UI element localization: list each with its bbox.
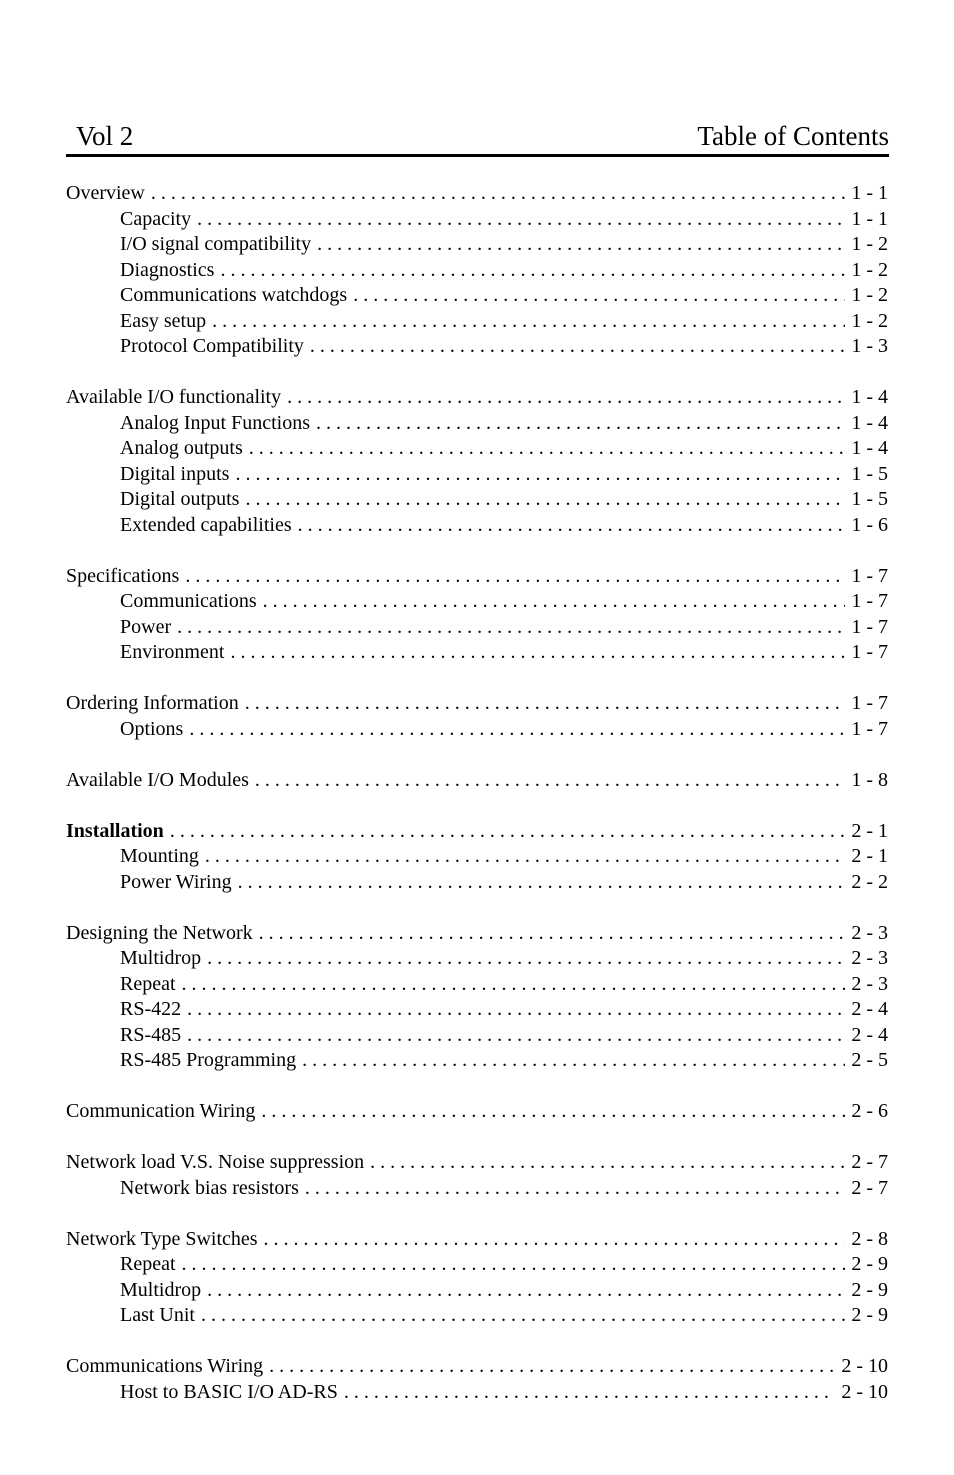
dot-leader: [245, 487, 845, 513]
dot-leader: [185, 564, 845, 590]
page-header: [66, 118, 889, 157]
toc-subentry[interactable]: [66, 1380, 888, 1406]
table-of-contents: [66, 181, 888, 1431]
dot-leader: [245, 691, 846, 717]
toc-entry-title: Digital outputs: [120, 488, 240, 510]
dot-leader: [263, 589, 846, 615]
toc-page-number: 2 - 1: [851, 845, 888, 867]
toc-subentry[interactable]: [66, 309, 888, 335]
dot-leader: [182, 1252, 846, 1278]
toc-subentry[interactable]: [66, 436, 888, 462]
toc-entry-title: Multidrop: [120, 1278, 202, 1301]
toc-entry-title: Installation: [66, 819, 164, 842]
toc-entry[interactable]: [66, 691, 888, 717]
toc-entry-title: Communication Wiring: [66, 1100, 256, 1122]
toc-page-number: 1 - 2: [851, 309, 888, 332]
toc-section: [66, 921, 888, 1074]
toc-entry-title: Easy setup: [120, 309, 207, 332]
toc-section: [66, 385, 888, 538]
toc-entry-title: Available I/O functionality: [66, 386, 282, 408]
toc-entry-title: Communications: [120, 590, 257, 612]
toc-section: [66, 691, 888, 742]
toc-page-number: 1 - 7: [851, 641, 888, 663]
toc-section: [66, 819, 888, 896]
toc-subentry[interactable]: [66, 1048, 888, 1074]
toc-page-number: 2 - 7: [851, 1176, 888, 1199]
toc-subentry[interactable]: [66, 462, 888, 488]
toc-subentry[interactable]: [66, 1176, 888, 1202]
toc-subentry[interactable]: [66, 844, 888, 870]
toc-entry-title: Ordering Information: [66, 692, 239, 714]
toc-section: [66, 1354, 888, 1405]
toc-entry-title: Diagnostics: [120, 258, 215, 281]
dot-leader: [302, 1048, 845, 1074]
toc-page-number: 2 - 9: [851, 1304, 888, 1326]
dot-leader: [305, 1176, 845, 1202]
toc-entry-title: Network bias resistors: [120, 1176, 299, 1199]
dot-leader: [151, 181, 845, 207]
dot-leader: [189, 717, 845, 743]
toc-page-number: 1 - 7: [851, 717, 888, 740]
toc-entry[interactable]: [66, 921, 888, 947]
dot-leader: [261, 1099, 845, 1125]
dot-leader: [287, 385, 845, 411]
toc-subentry[interactable]: [66, 1303, 888, 1329]
toc-entry-title: Communications watchdogs: [120, 284, 348, 306]
toc-page-number: 2 - 8: [851, 1227, 888, 1250]
toc-entry[interactable]: [66, 385, 888, 411]
toc-entry[interactable]: [66, 181, 888, 207]
toc-page-number: 1 - 5: [851, 488, 888, 510]
dot-leader: [207, 1278, 845, 1304]
toc-page-number: 2 - 4: [851, 1023, 888, 1046]
toc-entry-title: Protocol Compatibility: [120, 335, 304, 357]
toc-entry-title: Power Wiring: [120, 870, 232, 893]
toc-subentry[interactable]: [66, 334, 888, 360]
toc-entry[interactable]: [66, 564, 888, 590]
toc-entry-title: RS-485: [120, 1023, 182, 1046]
toc-section: [66, 1227, 888, 1329]
dot-leader: [269, 1354, 835, 1380]
toc-page-number: 1 - 2: [851, 233, 888, 255]
dot-leader: [230, 640, 845, 666]
toc-page-number: 1 - 5: [851, 462, 888, 485]
toc-entry-title: Power: [120, 615, 172, 638]
toc-page-number: 2 - 3: [851, 972, 888, 995]
toc-page-number: 1 - 7: [851, 615, 888, 638]
toc-subentry[interactable]: [66, 1252, 888, 1278]
dot-leader: [197, 207, 845, 233]
toc-subentry[interactable]: [66, 972, 888, 998]
toc-section: [66, 768, 888, 794]
toc-entry-title: Analog Input Functions: [120, 411, 310, 434]
toc-subentry[interactable]: [66, 232, 888, 258]
toc-entry-title: Overview: [66, 182, 145, 204]
toc-page-number: 1 - 3: [851, 335, 888, 357]
toc-entry-title: Network load V.S. Noise suppression: [66, 1151, 365, 1173]
toc-subentry[interactable]: [66, 870, 888, 896]
toc-entry-title: Analog outputs: [120, 437, 243, 459]
toc-page-number: 1 - 6: [851, 513, 888, 536]
toc-subentry[interactable]: [66, 283, 888, 309]
toc-subentry[interactable]: [66, 1278, 888, 1304]
toc-subentry[interactable]: [66, 946, 888, 972]
toc-entry-title: Multidrop: [120, 947, 202, 969]
toc-entry-title: Available I/O Modules: [66, 768, 249, 791]
page-title: Table of Contents: [697, 121, 889, 151]
toc-entry-title: Host to BASIC I/O AD-RS: [120, 1380, 338, 1403]
dot-leader: [317, 232, 845, 258]
toc-page-number: 2 - 5: [851, 1049, 888, 1071]
toc-entry[interactable]: [66, 1354, 888, 1380]
dot-leader: [212, 309, 845, 335]
toc-page-number: 1 - 1: [851, 182, 888, 204]
toc-entry-title: Options: [120, 717, 184, 740]
toc-page-number: 1 - 7: [851, 692, 888, 714]
dot-leader: [187, 1023, 845, 1049]
toc-page-number: 1 - 8: [851, 768, 888, 791]
toc-entry-title: Communications Wiring: [66, 1355, 264, 1377]
toc-page-number: 1 - 1: [851, 207, 888, 230]
dot-leader: [187, 997, 845, 1023]
dot-leader: [259, 921, 846, 947]
toc-section: [66, 1150, 888, 1201]
toc-page-number: 1 - 4: [851, 437, 888, 459]
toc-page-number: 2 - 3: [851, 921, 888, 944]
toc-subentry[interactable]: [66, 615, 888, 641]
toc-page-number: 2 - 9: [851, 1253, 888, 1275]
toc-page-number: 2 - 9: [851, 1278, 888, 1301]
toc-entry-title: Mounting: [120, 845, 199, 867]
toc-page-number: 1 - 4: [851, 411, 888, 434]
dot-leader: [370, 1150, 845, 1176]
toc-subentry[interactable]: [66, 997, 888, 1023]
toc-entry-title: Environment: [120, 641, 225, 663]
toc-subentry[interactable]: [66, 487, 888, 513]
toc-entry-title: I/O signal compatibility: [120, 233, 312, 255]
toc-page-number: 2 - 6: [851, 1100, 888, 1122]
toc-entry[interactable]: [66, 819, 888, 845]
toc-page-number: 2 - 10: [841, 1380, 888, 1403]
toc-page-number: 2 - 7: [851, 1151, 888, 1173]
dot-leader: [255, 768, 845, 794]
toc-entry[interactable]: [66, 1227, 888, 1253]
dot-leader: [177, 615, 845, 641]
toc-entry-title: Digital inputs: [120, 462, 230, 485]
toc-subentry[interactable]: [66, 411, 888, 437]
toc-page-number: 1 - 7: [851, 564, 888, 587]
volume-label: Vol 2: [76, 121, 134, 151]
dot-leader: [310, 334, 845, 360]
dot-leader: [220, 258, 845, 284]
toc-entry-title: Designing the Network: [66, 921, 253, 944]
dot-leader: [353, 283, 845, 309]
toc-subentry[interactable]: [66, 1023, 888, 1049]
toc-subentry[interactable]: [66, 717, 888, 743]
toc-subentry[interactable]: [66, 207, 888, 233]
toc-entry[interactable]: [66, 1150, 888, 1176]
dot-leader: [249, 436, 846, 462]
toc-page-number: 2 - 1: [851, 819, 888, 842]
toc-section: [66, 181, 888, 360]
dot-leader: [264, 1227, 846, 1253]
toc-page-number: 2 - 4: [851, 998, 888, 1020]
dot-leader: [344, 1380, 836, 1406]
toc-entry[interactable]: [66, 1099, 888, 1125]
toc-page-number: 2 - 10: [841, 1355, 888, 1377]
dot-leader: [316, 411, 845, 437]
toc-subentry[interactable]: [66, 513, 888, 539]
toc-entry-title: Repeat: [120, 1253, 176, 1275]
toc-entry-title: Network Type Switches: [66, 1227, 258, 1250]
toc-subentry[interactable]: [66, 258, 888, 284]
toc-entry-title: Last Unit: [120, 1304, 195, 1326]
toc-entry-title: Repeat: [120, 972, 176, 995]
dot-leader: [207, 946, 845, 972]
toc-page-number: 1 - 2: [851, 284, 888, 306]
toc-subentry[interactable]: [66, 640, 888, 666]
dot-leader: [298, 513, 846, 539]
toc-page-number: 2 - 3: [851, 947, 888, 969]
toc-section: [66, 564, 888, 666]
dot-leader: [205, 844, 845, 870]
toc-entry-title: Capacity: [120, 207, 192, 230]
toc-page-number: 1 - 7: [851, 590, 888, 612]
toc-entry-title: Extended capabilities: [120, 513, 292, 536]
dot-leader: [235, 462, 845, 488]
toc-entry-title: Specifications: [66, 564, 180, 587]
toc-section: [66, 1099, 888, 1125]
toc-entry[interactable]: [66, 768, 888, 794]
dot-leader: [182, 972, 846, 998]
toc-subentry[interactable]: [66, 589, 888, 615]
toc-entry-title: RS-485 Programming: [120, 1049, 297, 1071]
toc-entry-title: RS-422: [120, 998, 182, 1020]
toc-page-number: 2 - 2: [851, 870, 888, 893]
toc-page-number: 1 - 2: [851, 258, 888, 281]
dot-leader: [201, 1303, 845, 1329]
dot-leader: [170, 819, 846, 845]
toc-page-number: 1 - 4: [851, 386, 888, 408]
dot-leader: [238, 870, 846, 896]
